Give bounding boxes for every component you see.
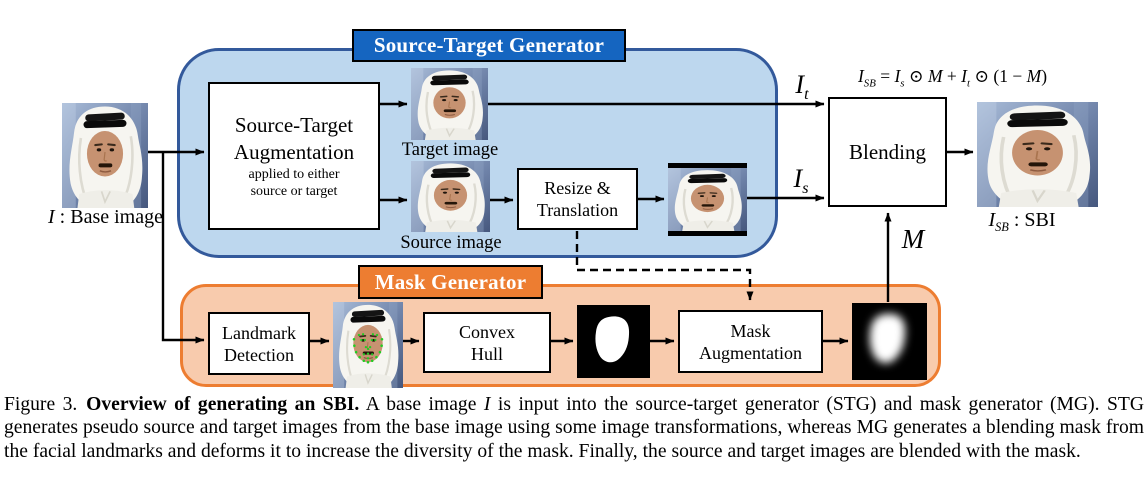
sta-line1: Source-Target xyxy=(234,113,354,137)
ma-line1: Mask xyxy=(730,320,771,341)
sta-line2: Augmentation xyxy=(233,140,355,164)
sta-note1: applied to either xyxy=(248,167,340,182)
mg-header-badge: Mask Generator xyxy=(358,265,543,299)
ma-line2: Augmentation xyxy=(699,342,802,363)
ch-line2: Hull xyxy=(470,343,503,364)
rt-line2: Translation xyxy=(536,200,619,220)
it-variable-label: $I_t$ xyxy=(795,70,809,104)
source-target-augmentation-box xyxy=(208,82,380,230)
target-image-label: Target image xyxy=(401,140,499,160)
ch-line1: Convex xyxy=(459,321,515,342)
figure-caption xyxy=(4,393,1144,463)
stg-header-badge: Source-Target Generator xyxy=(352,29,626,62)
convex-hull-mask-image xyxy=(577,305,650,378)
caption-figure-number: Figure 3. xyxy=(4,394,78,415)
resize-translation-box xyxy=(517,168,638,230)
is-variable-label: $I_s$ xyxy=(793,164,809,198)
ld-line2: Detection xyxy=(224,344,294,365)
target-image xyxy=(411,68,488,140)
landmark-image xyxy=(333,302,403,388)
base-image xyxy=(62,103,148,208)
landmark-detection-box xyxy=(208,312,310,375)
sbi-image-label: $I_{SB}$ : SBI xyxy=(988,209,1056,234)
caption-body: A base image I is input into the source-target generator (STG) and mask generator (MG). STG generates pseudo source and target images from the base image using some image transformations, whereas MG generates a blending mask from the facial landmarks and deforms it to increase the diversity of the mask. Finally, the source and target images are blended with the mask. xyxy=(4,394,1144,462)
mask-augmentation-box xyxy=(678,310,823,373)
blending-box xyxy=(828,97,947,207)
blended-sbi-image xyxy=(977,102,1098,207)
source-image-label: Source image xyxy=(400,233,502,253)
source-image xyxy=(411,161,490,232)
augmented-mask-image xyxy=(852,303,927,380)
m-variable-label: M xyxy=(901,224,925,254)
ld-line1: Landmark xyxy=(222,322,296,343)
convex-hull-box xyxy=(423,312,551,373)
caption-title: Overview of generating an SBI. xyxy=(86,394,360,415)
resized-source-image xyxy=(668,163,747,236)
blending-equation: $I_{SB} = I_s$ ⊙ $M + I_t$ ⊙ (1 − M) xyxy=(857,66,1048,90)
blending-label: Blending xyxy=(849,139,926,164)
sta-note2: source or target xyxy=(250,184,338,199)
base-image-label: I : Base image xyxy=(48,206,163,228)
rt-line1: Resize & xyxy=(544,178,611,198)
